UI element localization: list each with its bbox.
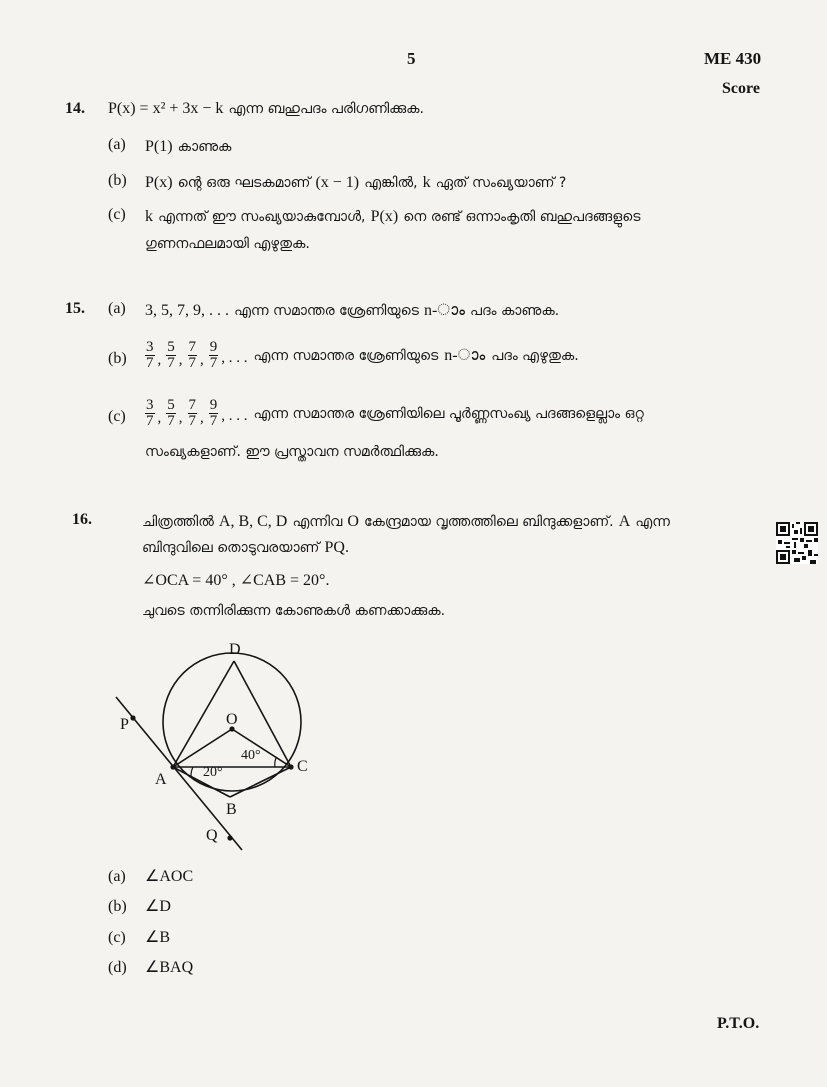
angle-arc-a	[191, 767, 193, 776]
q14-c-label: (c)	[108, 206, 126, 223]
q15-b-text2: പദം എഴുതുക.	[491, 347, 579, 364]
label-o: O	[226, 711, 238, 728]
q16-b-value: ∠D	[145, 898, 171, 915]
q15-a-seq: 3, 5, 7, 9, . . .	[145, 302, 229, 319]
q15-b-text: എന്ന സമാന്തര ശ്രേണിയുടെ	[253, 347, 439, 364]
q15-a-term: n-ാം	[423, 302, 465, 319]
tangent-line-pq	[116, 697, 242, 850]
angle-arc-c	[275, 758, 276, 767]
q14-b-math3: k	[422, 174, 431, 191]
q14-c-text1: എന്നത് ഈ സംഖ്യയാകുമ്പോൾ,	[158, 209, 366, 225]
label-p: P	[120, 716, 129, 733]
q16-line2: ബിന്ദുവിലെ തൊടുവരയാണ് PQ.	[142, 539, 349, 556]
q14-b-math1: P(x)	[145, 174, 173, 191]
question-number-16: 16.	[72, 511, 92, 528]
q16-line1: ചിത്രത്തിൽ A, B, C, D എന്നിവ O കേന്ദ്രമായ വൃത്തത്തിലെ ബിന്ദുക്കളാണ്. A എന്ന	[142, 513, 670, 530]
q16-d-value: ∠BAQ	[145, 959, 194, 976]
fraction: $\frac{3}{7}$	[146, 339, 154, 371]
label-b: B	[226, 801, 237, 818]
q16-a-label: (a)	[108, 868, 126, 885]
q14-a-text: കാണുക	[177, 139, 232, 155]
point-p	[130, 715, 135, 720]
label-q: Q	[206, 827, 218, 844]
q14-b-text1: ന്റെ ഒരു ഘടകമാണ്	[177, 175, 311, 191]
fraction-sequence: $\frac{3}{7}$ , $\frac{5}{7}$ , $\frac{7}{7}$ , $\frac{9}{7}$ , . . .	[146, 397, 248, 429]
chord-bc	[230, 767, 291, 797]
q16-instruction: ചുവടെ തന്നിരിക്കുന്ന കോണുകൾ കണക്കാക്കുക.	[142, 603, 446, 619]
fraction: $\frac{7}{7}$	[188, 397, 196, 429]
q14-stem	[108, 98, 424, 118]
chord-ad	[173, 661, 234, 767]
fraction: $\frac{5}{7}$	[167, 397, 175, 429]
q14-b	[145, 172, 566, 192]
q15-b-label: (b)	[108, 350, 127, 367]
circle-diagram	[100, 630, 330, 860]
fraction: $\frac{3}{7}$	[146, 397, 154, 429]
q16-d-label: (d)	[108, 959, 127, 976]
fraction-sequence: $\frac{3}{7}$ , $\frac{5}{7}$ , $\frac{7}{7}$ , $\frac{9}{7}$ , . . .	[146, 339, 248, 371]
q14-b-label: (b)	[108, 172, 127, 189]
q14-a-math: P(1)	[145, 138, 173, 155]
q14-stem-text: എന്ന ബഹുപദം പരിഗണിക്കുക.	[228, 101, 424, 117]
q15-c	[145, 398, 644, 429]
q15-c-label: (c)	[108, 408, 126, 425]
q14-b-text2: എങ്കിൽ,	[364, 175, 418, 191]
q14-b-math2: (x − 1)	[315, 174, 360, 191]
pto-label: P.T.O.	[717, 1015, 760, 1032]
radius-oa	[173, 729, 232, 767]
fraction: $\frac{7}{7}$	[188, 339, 196, 371]
q16-c-label: (c)	[108, 929, 126, 946]
page-number: 5	[407, 49, 416, 68]
q16-c-value: ∠B	[145, 929, 171, 946]
q15-a	[145, 300, 559, 320]
q14-a	[145, 136, 231, 156]
fraction: $\frac{9}{7}$	[209, 339, 218, 371]
q15-a-text2: പദം കാണുക.	[470, 303, 560, 319]
point-c	[288, 764, 293, 769]
q16-angles: ∠OCA = 40° , ∠CAB = 20°.	[142, 572, 330, 589]
q14-a-label: (a)	[108, 136, 126, 153]
q14-c	[145, 206, 640, 226]
q15-a-text: എന്ന സമാന്തര ശ്രേണിയുടെ	[234, 303, 419, 319]
question-number-14: 14.	[65, 100, 85, 117]
label-c: C	[297, 758, 308, 775]
score-label: Score	[722, 80, 760, 97]
angle-label-40: 40°	[241, 748, 261, 763]
qr-code-icon	[776, 522, 818, 564]
q14-c-text2: നെ രണ്ട് ഒന്നാംകൃതി ബഹുപദങ്ങളുടെ	[403, 209, 641, 225]
q14-c-math2: P(x)	[370, 208, 399, 225]
q14-c-line2: ഗുണനഫലമായി എഴുതുക.	[145, 236, 310, 252]
q15-c-text: എന്ന സമാന്തര ശ്രേണിയിലെ പൂർണ്ണസംഖ്യ പദങ്ങളെല്ലാം ഒറ്റ	[253, 405, 644, 422]
q15-a-label: (a)	[108, 300, 126, 317]
q14-b-text3: ഏത് സംഖ്യയാണ് ?	[435, 175, 567, 191]
q14-c-math1: k	[145, 208, 153, 225]
q15-b-term: n-ാം	[444, 346, 486, 364]
point-q	[227, 835, 232, 840]
q16-b-label: (b)	[108, 898, 127, 915]
angle-label-20: 20°	[203, 765, 223, 780]
q15-c-line2: സംഖ്യകളാണ്. ഈ പ്രസ്താവന സമർത്ഥിക്കുക.	[145, 444, 439, 460]
paper-code: ME 430	[704, 49, 762, 68]
q16-a-value: ∠AOC	[145, 868, 194, 885]
q14-polynomial: P(x) = x² + 3x − k	[108, 100, 224, 117]
label-d: D	[229, 641, 241, 658]
fraction: $\frac{9}{7}$	[209, 397, 218, 429]
label-a: A	[155, 771, 167, 788]
point-a	[170, 764, 175, 769]
q15-b	[145, 340, 579, 371]
fraction: $\frac{5}{7}$	[167, 339, 175, 371]
question-number-15: 15.	[65, 300, 85, 317]
